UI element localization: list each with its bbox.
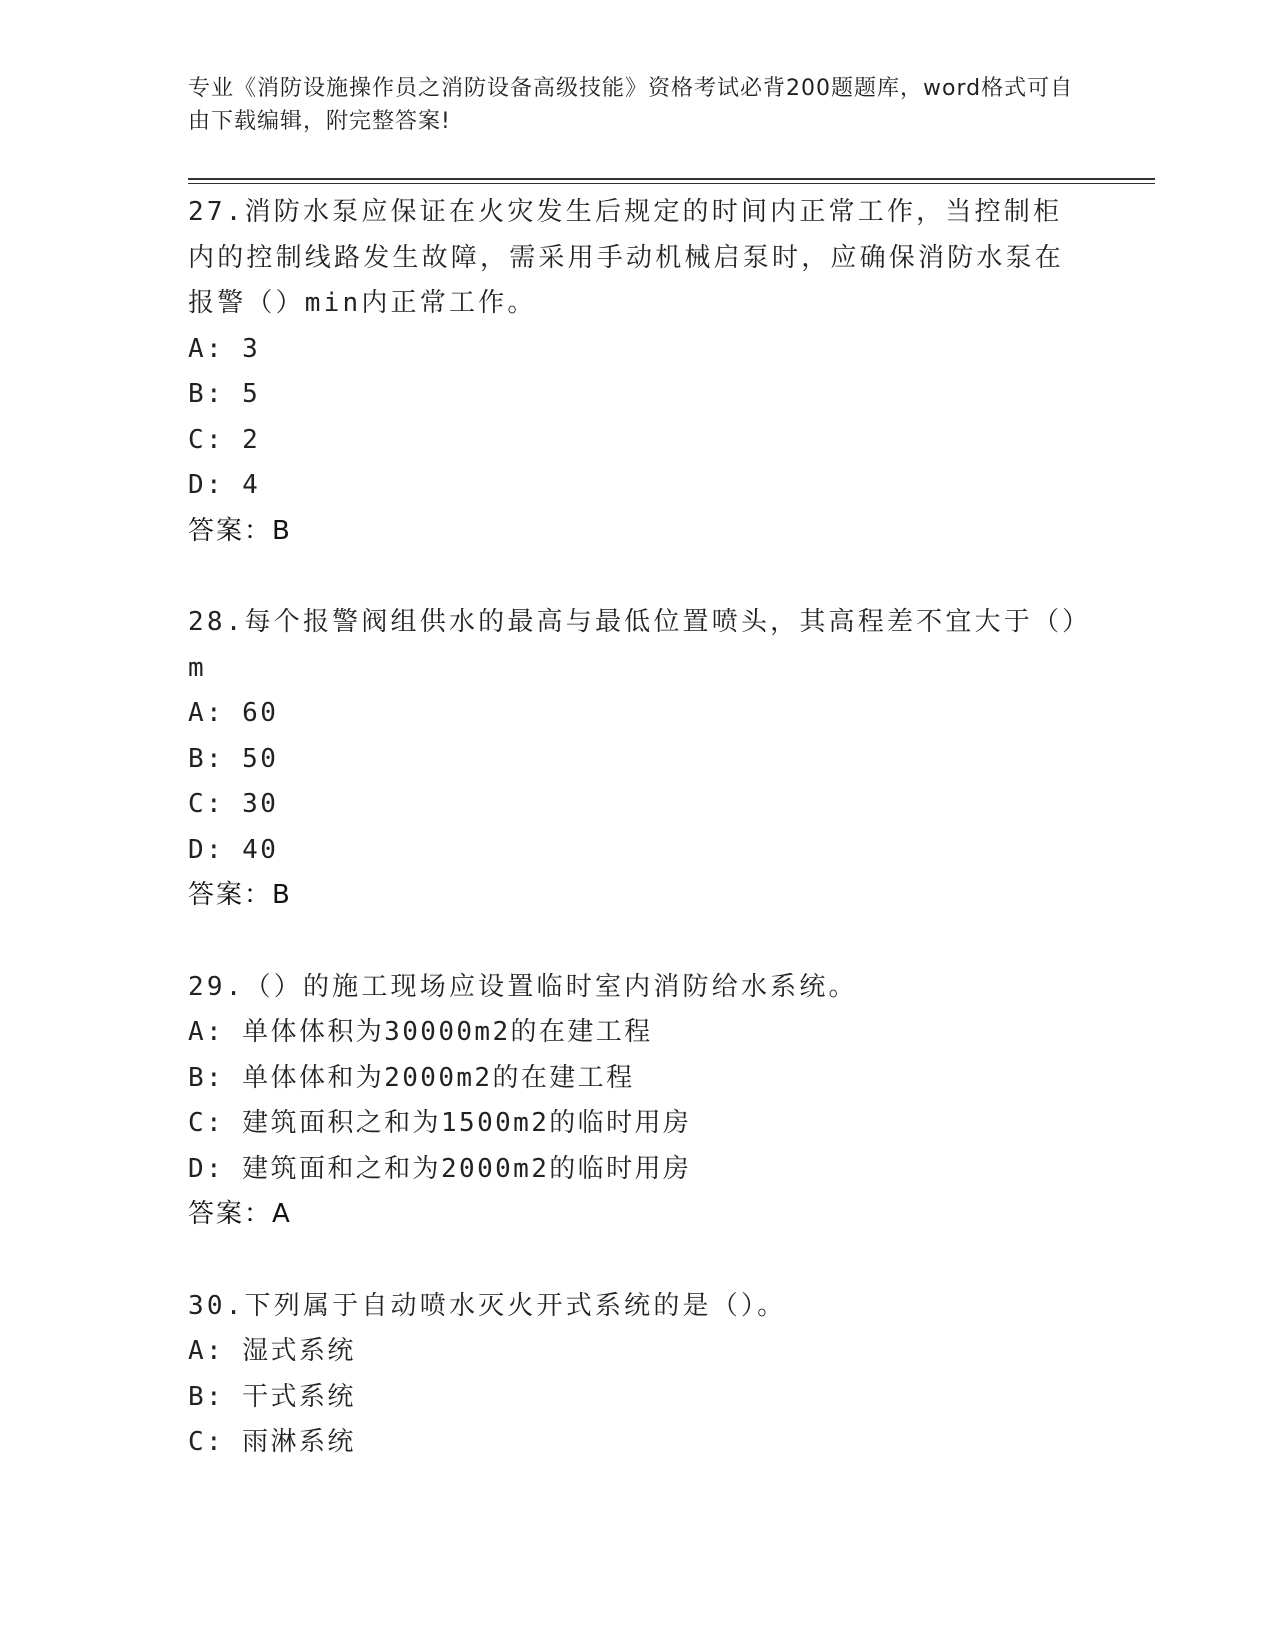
question-27 (188, 190, 1088, 554)
question-30 (188, 1284, 1088, 1466)
option-a: A: 60 (188, 698, 279, 728)
answer-label: 答案：B (188, 515, 292, 546)
question-spacer (188, 1238, 1088, 1284)
question-spacer (188, 554, 1088, 600)
option-b: B: 5 (188, 379, 261, 409)
option-d: D: 4 (188, 470, 261, 500)
question-stem: 28.每个报警阀组供水的最高与最低位置喷头，其高程差不宜大于（）m (188, 607, 1079, 683)
answer-label: 答案：A (188, 1199, 292, 1229)
question-stem: 30.下列属于自动喷水灭火开式系统的是（）。 (188, 1290, 787, 1321)
question-stem: 29.（）的施工现场应设置临时室内消防给水系统。 (188, 971, 858, 1002)
option-c: C: 雨淋系统 (188, 1427, 356, 1457)
option-c: C: 2 (188, 424, 261, 455)
question-list (188, 190, 1088, 1466)
question-29 (188, 965, 1088, 1238)
question-stem: 27.消防水泵应保证在火灾发生后规定的时间内正常工作，当控制柜内的控制线路发生故障，需采用手动机械启泵时，应确保消防水泵在报警（）min内正常工作。 (188, 197, 1065, 318)
option-d: D: 40 (188, 834, 279, 865)
option-a: A: 湿式系统 (188, 1336, 356, 1366)
answer-label: 答案：B (188, 880, 292, 910)
option-c: C: 30 (188, 789, 279, 819)
option-b: B: 50 (188, 743, 279, 774)
header-rule-thick (188, 178, 1155, 180)
question-28 (188, 600, 1088, 919)
option-a: A: 单体体积为30000m2的在建工程 (188, 1017, 653, 1047)
question-spacer (188, 919, 1088, 965)
document-header: 专业《消防设施操作员之消防设备高级技能》资格考试必背200题题库，word格式可自由下载编辑，附完整答案! (188, 76, 1074, 134)
option-a: A: 3 (188, 333, 261, 364)
header-rule-thin (188, 183, 1155, 184)
option-d: D: 建筑面和之和为2000m2的临时用房 (188, 1153, 692, 1184)
option-b: B: 单体体和为2000m2的在建工程 (188, 1062, 635, 1093)
option-c: C: 建筑面积之和为1500m2的临时用房 (188, 1108, 692, 1138)
option-b: B: 干式系统 (188, 1381, 356, 1412)
